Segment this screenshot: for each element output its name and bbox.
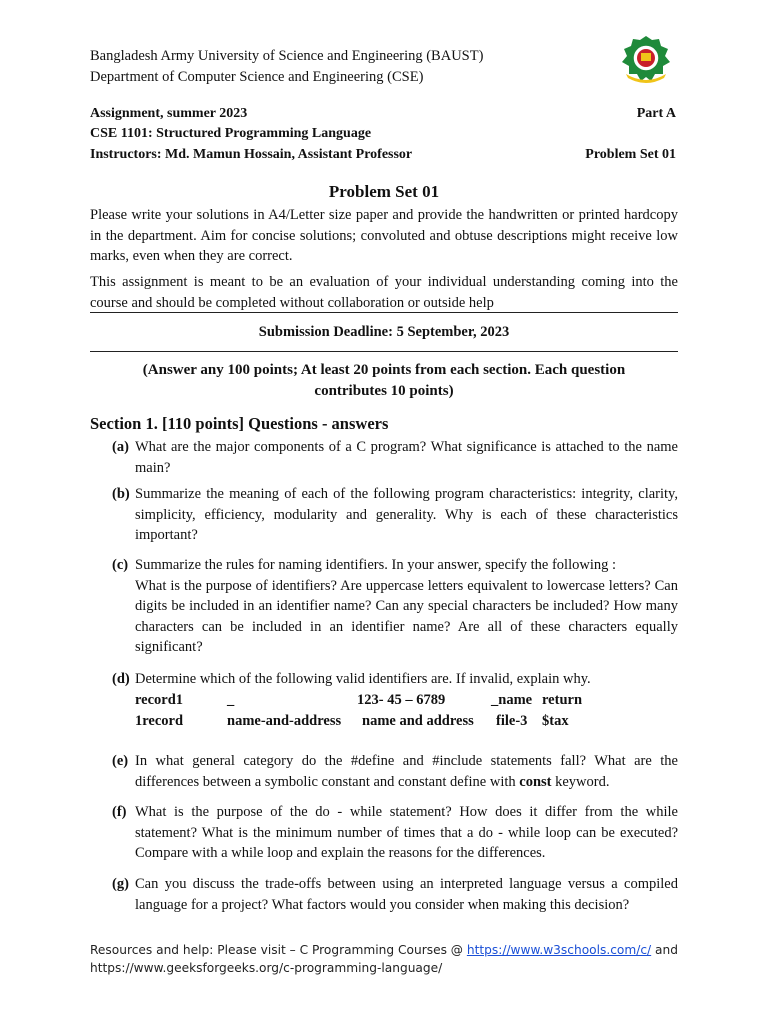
question-text: What is the purpose of the do - while statement? How does it differ from the while statement? What is the minimum number of times that a do - while loop can be executed? Compare with a while loop and explain the reasons for the differences. [135, 804, 678, 861]
identifier: name-and-address [227, 713, 342, 729]
footer-prefix: Resources and help: Please visit – C Programming Courses @ [90, 943, 467, 957]
question-text: Can you discuss the trade-offs between using an interpreted language versus a compiled language for a project? What factors would you consider when making this decision? [135, 876, 678, 913]
divider-top [90, 312, 678, 313]
question-label: (f) [112, 804, 127, 820]
assignment-line [90, 106, 676, 122]
question-text [135, 751, 678, 792]
identifier: 1record [135, 713, 184, 729]
instructors-label: Instructors: Md. Mamun Hossain, Assistant Professor [90, 147, 413, 162]
question-text: Summarize the rules for naming identifiers. In your answer, specify the following : [135, 557, 617, 573]
question-b [112, 484, 678, 546]
question-label: (c) [112, 557, 129, 573]
course-line [90, 126, 676, 142]
question-label: (a) [112, 439, 129, 455]
identifier: _ [227, 692, 235, 708]
course-label: CSE 1101: Structured Programming Language [90, 126, 372, 141]
university-logo [618, 34, 674, 84]
answer-instructions: (Answer any 100 points; At least 20 points from each section. Each question contributes 10 points) [142, 362, 626, 399]
section-title: Section 1. [110 points] Questions - answers [90, 414, 389, 433]
identifier: name and address [362, 713, 474, 729]
assignment-label: Assignment, summer 2023 [90, 106, 248, 121]
question-text-part: keyword. [551, 773, 610, 790]
question-c [112, 555, 678, 658]
question-label: (g) [112, 876, 129, 892]
question-label: (b) [112, 486, 130, 502]
identifier: _name [491, 692, 533, 708]
geeksforgeeks-link[interactable]: https://www.geeksforgeeks.org/c-programming-language/ [90, 961, 443, 975]
question-subtext: What is the purpose of identifiers? Are uppercase letters equivalent to lowercase letters? Can digits be included in an identifier name? Can any special characters be included? How many characters can be included in an identifier name? Are all of these characters equally significant? [135, 577, 678, 655]
question-a [112, 437, 678, 478]
identifier: file-3 [496, 713, 528, 729]
page-title: Problem Set 01 [328, 182, 440, 201]
identifier: return [542, 692, 583, 708]
identifier: $tax [542, 713, 569, 729]
part-label: Part A [636, 106, 676, 121]
intro-paragraph-2: This assignment is meant to be an evaluation of your individual understanding coming into the course and should be completed without collaboration or outside help [90, 274, 678, 311]
university-name: Bangladesh Army University of Science and Engineering (BAUST) [90, 48, 484, 64]
document-header [90, 46, 483, 88]
question-text: Summarize the meaning of each of the following program characteristics: integrity, clarity, simplicity, efficiency, modularity and generality. Why is each of these characteristics important? [135, 486, 678, 543]
footer-middle: and [651, 943, 678, 957]
question-label: (e) [112, 753, 129, 769]
intro-paragraph-1: Please write your solutions in A4/Letter size paper and provide the handwritten or printed hardcopy in the department. Aim for concise solutions; convoluted and obtuse descriptions might receive low marks, even when they are correct. [90, 207, 678, 264]
question-text: Determine which of the following valid identifiers are. If invalid, explain why. [135, 671, 591, 687]
question-text-part: In what general category do the #define and #include statements fall? What are the differences between a symbolic constant and constant define with [135, 753, 678, 790]
footer-resources [90, 941, 680, 977]
submission-deadline: Submission Deadline: 5 September, 2023 [258, 324, 510, 340]
question-g [112, 874, 678, 915]
question-d [112, 669, 678, 690]
department-name: Department of Computer Science and Engineering (CSE) [90, 69, 424, 85]
w3schools-link[interactable]: https://www.w3schools.com/c/ [466, 943, 652, 957]
const-keyword: const [519, 773, 552, 790]
identifier: record1 [135, 692, 184, 708]
divider-bottom [90, 351, 678, 352]
question-e [112, 751, 678, 792]
problem-set-label: Problem Set 01 [585, 147, 676, 162]
question-f [112, 802, 678, 864]
question-text: What are the major components of a C program? What significance is attached to the name main? [135, 439, 678, 476]
identifier: 123- 45 – 6789 [357, 692, 446, 708]
question-label: (d) [112, 671, 130, 687]
instructor-line [90, 147, 676, 163]
